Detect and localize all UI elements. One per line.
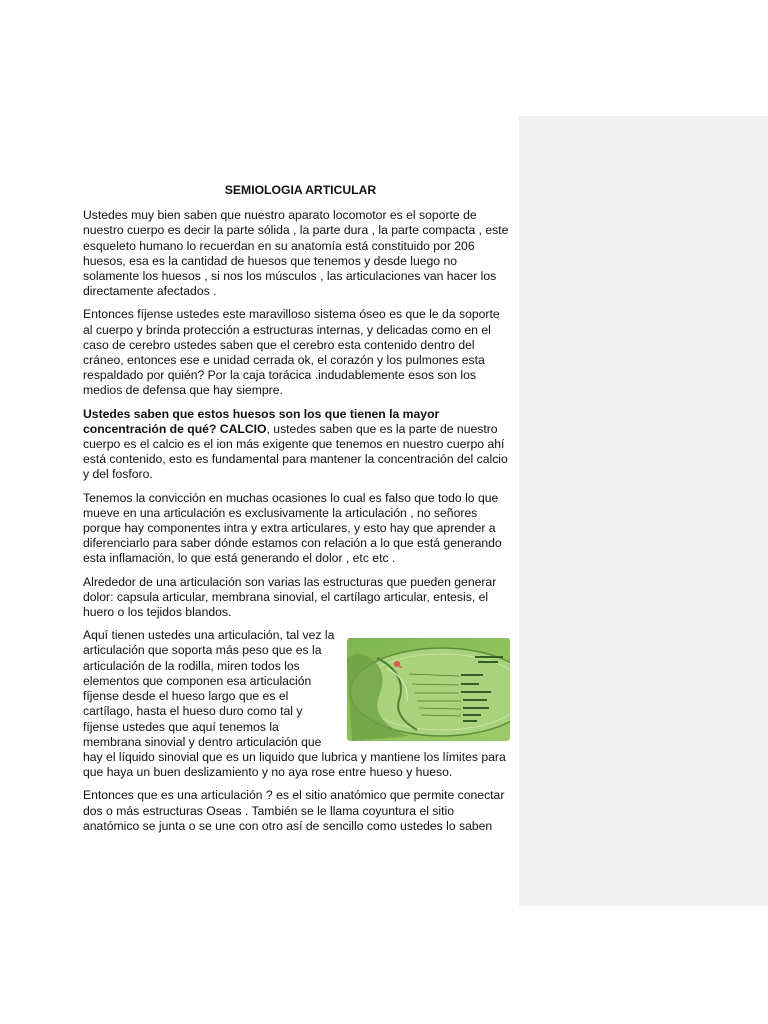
knee-joint-illustration: [347, 638, 510, 741]
paragraph-3-bold: Ustedes saben que estos huesos son los que tienen la mayor concentración de qué? CALCIO: [83, 406, 440, 436]
paragraph-1: Ustedes muy bien saben que nuestro aparato locomotor es el soporte de nuestro cuerpo es decir la parte sólida , la parte dura , la parte compacta , este esqueleto humano lo recuerdan en su anatomía está constituido por 206 huesos, esa es la cantidad de huesos que tenemos y desde luego no solamente los huesos , si nos los músculos , las articulaciones van hacer los directamente afectados .: [83, 208, 509, 299]
paragraph-3-rest: , ustedes saben que es la parte de nuestro cuerpo es el calcio es el ion más exigente que tenemos en nuestro cuerpo ahí está contenido, esto es fundamental para mantener la concentración del calcio y del fosforo.: [83, 421, 508, 482]
paragraph-2: Entonces fíjense ustedes este maravilloso sistema óseo es que le da soporte al cuerpo y brinda protección a estructuras internas, y delicadas como en el caso de cerebro ustedes saben que el cerebro esta contenido dentro del cráneo, entonces ese e unidad cerrada ok, el corazón y los pulmones esta respaldado por quién? Por la caja torácica .indudablemente esos son los medios de defensa que hay siempre.: [83, 307, 500, 398]
paragraph-4: Tenemos la convicción en muchas ocasiones lo cual es falso que todo lo que mueve en una articulación es exclusivamente la articulación , no señores porque hay componentes intra y extra articulares, y esto hay que aprender a diferenciarlo para saber dónde estamos con relación a lo que está generando esta inflamación, lo que está generando el dolor , etc etc .: [83, 490, 502, 566]
document-body: [83, 183, 510, 842]
paragraph-3: [83, 407, 510, 483]
knee-joint-diagram-image: [347, 638, 510, 741]
document-title: SEMIOLOGIA ARTICULAR: [224, 183, 377, 197]
paragraph-7: Entonces que es una articulación ? es el sitio anatómico que permite conectar dos o más estructuras Oseas . También se le llama coyuntura el sitio anatómico se junta o se une con otro así de sencillo como ustedes lo saben: [83, 788, 505, 833]
paragraph-6: Aquí tienen ustedes una articulación, tal vez la articulación que soporta más peso que es la articulación de la rodilla, miren todos los elementos que componen esa articulación fíjense desde el hueso largo que es el cartílago, hasta el hueso duro como tal y fíjense ustedes que aquí tenemos la membrana sinovial y dentro articulación que hay el líquido sinovial que es un liquido que lubrica y mantiene los límites para que haya un buen deslizamiento y no aya rose entre hueso y hueso.: [83, 628, 506, 780]
comment-pane: [519, 116, 768, 906]
paragraph-5: Alrededor de una articulación son varias las estructuras que pueden generar dolor: capsula articular, membrana sinovial, el cartílago articular, entesis, el huero o los tejidos blandos.: [83, 574, 497, 620]
